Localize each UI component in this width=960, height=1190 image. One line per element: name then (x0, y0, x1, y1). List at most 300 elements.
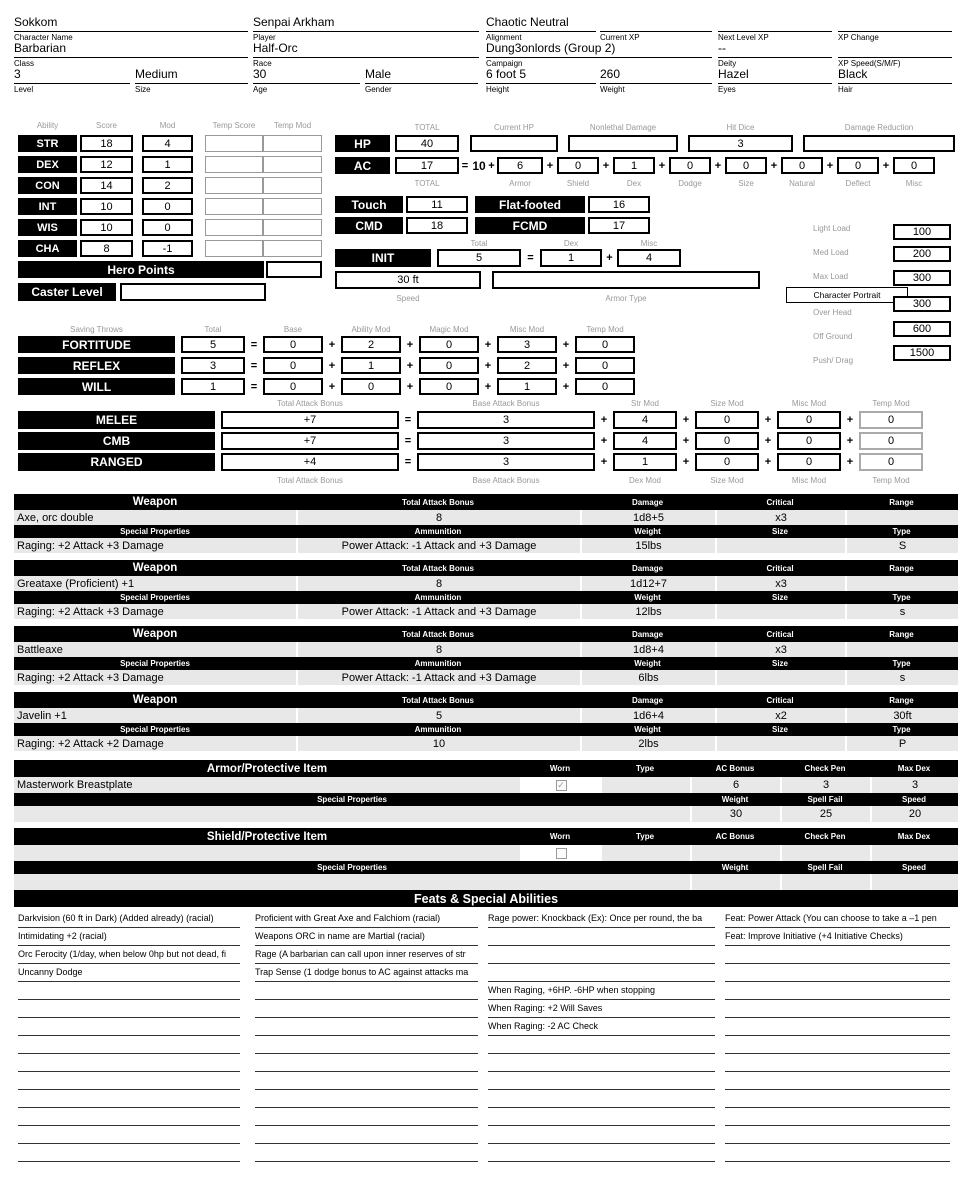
feat-line[interactable]: Proficient with Great Axe and Falchiom (racial) (255, 910, 478, 928)
size-input[interactable]: Medium (135, 66, 248, 84)
campaign-input[interactable]: Dung3onlords (Group 2) (486, 40, 712, 58)
ac-base-value: 10 (472, 158, 486, 173)
weapon-type-cell[interactable]: s (845, 670, 958, 685)
field-current-xp (600, 14, 712, 42)
ac-plus-3: + (658, 159, 666, 172)
feat-line[interactable] (725, 1000, 950, 1018)
ac-size-label: Size (738, 178, 754, 188)
shield-header (14, 828, 958, 845)
armor-title: Armor/Protective Item (206, 762, 328, 775)
player-label: Player (253, 33, 276, 42)
ranged-dex-box[interactable]: 1 (613, 453, 677, 471)
feat-line[interactable] (18, 1144, 240, 1162)
hp-total-label: TOTAL (414, 122, 440, 132)
cha-mod-box[interactable]: -1 (142, 240, 193, 257)
weapon-size-cell[interactable] (715, 604, 845, 619)
feat-line[interactable]: Weapons ORC in name are Martial (racial) (255, 928, 478, 946)
weapon-tab-cell[interactable]: 8 (296, 576, 580, 591)
feat-line[interactable] (18, 1018, 240, 1036)
feat-line[interactable] (488, 1126, 715, 1144)
melee-plus-2: + (682, 414, 690, 426)
weapon-row-2 (14, 604, 958, 619)
fcmd-box[interactable]: 17 (588, 217, 650, 234)
reflex-misc-box[interactable]: 2 (497, 357, 557, 374)
armor-type-box[interactable] (492, 271, 760, 289)
weapon-range-col-label: Range (889, 497, 914, 507)
cha-temp-mod-box[interactable] (263, 240, 322, 257)
current-hp-label: Current HP (493, 122, 534, 132)
feat-line[interactable] (255, 982, 478, 1000)
push-drag-box[interactable]: 1500 (893, 345, 951, 361)
hp-total-box[interactable]: 40 (395, 135, 459, 152)
int-temp-mod-box[interactable] (263, 198, 322, 215)
weapon-name-cell[interactable]: Javelin +1 (17, 709, 67, 722)
cmb-bar: CMB (18, 432, 215, 450)
weapon-special-cell[interactable]: Raging: +2 Attack +3 Damage (17, 605, 164, 618)
caster-level-box[interactable] (120, 283, 266, 301)
armor-weight-cell[interactable]: 30 (690, 806, 780, 822)
reflex-temp-box[interactable]: 0 (575, 357, 635, 374)
weapon-special-cell[interactable]: Raging: +2 Attack +3 Damage (17, 671, 164, 684)
cmb-size-box[interactable]: 0 (695, 432, 759, 450)
field-campaign (486, 40, 712, 68)
feat-line[interactable] (725, 1054, 950, 1072)
init-dex-box[interactable]: 1 (540, 249, 602, 267)
con-mod-box[interactable]: 2 (142, 177, 193, 194)
weapon-critical-cell[interactable]: x3 (715, 642, 845, 657)
feat-line[interactable] (18, 1036, 240, 1054)
con-temp-mod-box[interactable] (263, 177, 322, 194)
ac-shield-box[interactable]: 0 (557, 157, 599, 174)
ac-deflect-box[interactable]: 0 (837, 157, 879, 174)
will-temp-box[interactable]: 0 (575, 378, 635, 395)
next-level-xp-input[interactable] (718, 14, 832, 32)
wis-temp-score-box[interactable] (205, 219, 263, 236)
melee-bab-box[interactable]: 3 (417, 411, 595, 429)
current-xp-input[interactable] (600, 14, 712, 32)
will-magic-box[interactable]: 0 (419, 378, 479, 395)
shield-spell-fail-cell[interactable] (780, 874, 870, 890)
character-name-input[interactable]: Sokkom (14, 14, 248, 32)
feat-line[interactable] (255, 1144, 478, 1162)
cha-score-box[interactable]: 8 (80, 240, 133, 257)
armor-speed-cell[interactable]: 20 (870, 806, 958, 822)
ability-name-dex: DEX (18, 156, 77, 173)
med-load-box[interactable]: 200 (893, 246, 951, 262)
ranged-total-box[interactable]: +4 (221, 453, 399, 471)
weapon-ammo-cell[interactable]: Power Attack: -1 Attack and +3 Damage (296, 604, 580, 619)
weapon-size-cell[interactable] (715, 670, 845, 685)
ac-plus-4: + (714, 159, 722, 172)
weapon-row-2 (14, 538, 958, 553)
weight-input[interactable]: 260 (600, 66, 712, 84)
weapon-tab-cell[interactable]: 8 (296, 642, 580, 657)
feat-line[interactable]: Rage (A barbarian can call upon inner reserves of str (255, 946, 478, 964)
height-input[interactable]: 6 foot 5 (486, 66, 596, 84)
armor-max-dex-cell[interactable]: 3 (870, 777, 958, 793)
fortitude-equals: = (250, 338, 258, 351)
weapon-type-col-label: Type (892, 725, 911, 734)
campaign-label: Campaign (486, 59, 523, 68)
fortitude-base-box[interactable]: 0 (263, 336, 323, 353)
player-input[interactable]: Senpai Arkham (253, 14, 479, 32)
armor-worn-checkbox[interactable] (556, 780, 567, 791)
weapon-range-cell[interactable] (845, 576, 958, 591)
feat-line[interactable] (488, 1072, 715, 1090)
shield-worn-checkbox[interactable] (556, 848, 567, 859)
touch-box[interactable]: 11 (406, 196, 468, 213)
fortitude-misc-box[interactable]: 3 (497, 336, 557, 353)
cmb-misc-box[interactable]: 0 (777, 432, 841, 450)
xp-speed-input[interactable] (838, 40, 952, 58)
melee-temp-box[interactable]: 0 (859, 411, 923, 429)
dex-mod-box[interactable]: 1 (142, 156, 193, 173)
feat-line[interactable] (18, 1108, 240, 1126)
feat-line[interactable] (488, 964, 715, 982)
field-size (135, 66, 248, 94)
fortitude-ability-box[interactable]: 2 (341, 336, 401, 353)
feat-line[interactable] (255, 1072, 478, 1090)
feat-line[interactable] (725, 1108, 950, 1126)
temp-mod-col-label: Temp Mod (273, 120, 312, 130)
eyes-input[interactable]: Hazel (718, 66, 832, 84)
push-drag-label: Push/ Drag (813, 356, 854, 365)
ac-dex-box[interactable]: 1 (613, 157, 655, 174)
feat-line[interactable] (18, 1054, 240, 1072)
feat-line[interactable] (725, 946, 950, 964)
weapon-name-cell[interactable]: Axe, orc double (17, 511, 94, 524)
shield-max-dex-cell[interactable] (870, 845, 958, 861)
weapon-size-cell[interactable] (715, 538, 845, 553)
race-input[interactable]: Half-Orc (253, 40, 479, 58)
feat-line[interactable] (725, 1018, 950, 1036)
weapon-special-cell[interactable]: Raging: +2 Attack +3 Damage (17, 539, 164, 552)
weapon-type-cell[interactable]: S (845, 538, 958, 553)
feat-line[interactable] (255, 1000, 478, 1018)
feat-line[interactable]: Feat: Improve Initiative (+4 Initiative Checks) (725, 928, 950, 946)
feat-line[interactable] (725, 964, 950, 982)
class-input[interactable]: Barbarian (14, 40, 248, 58)
ranged-equals: = (404, 456, 412, 468)
field-gender (365, 66, 478, 94)
weapon-range-col-label: Range (889, 629, 914, 639)
feat-line[interactable] (488, 1036, 715, 1054)
weapon-damage-cell[interactable]: 1d12+7 (580, 576, 715, 591)
cmb-bab-box[interactable]: 3 (417, 432, 595, 450)
cmb-equals: = (404, 435, 412, 447)
shield-name-cell[interactable] (14, 845, 520, 861)
off-ground-box[interactable]: 600 (893, 321, 951, 337)
feat-line[interactable] (18, 1090, 240, 1108)
wis-score-box[interactable]: 10 (80, 219, 133, 236)
saves-temp-mod-label: Temp Mod (586, 324, 624, 334)
weapon-type-cell[interactable]: s (845, 604, 958, 619)
weapon-damage-cell[interactable]: 1d8+5 (580, 510, 715, 525)
feat-line[interactable] (255, 1054, 478, 1072)
nonlethal-damage-box[interactable] (568, 135, 678, 152)
melee-misc-box[interactable]: 0 (777, 411, 841, 429)
feat-line[interactable] (18, 982, 240, 1000)
armor-spell-fail-cell[interactable]: 25 (780, 806, 870, 822)
hit-dice-box[interactable]: 3 (688, 135, 793, 152)
weapon-damage-cell[interactable]: 1d8+4 (580, 642, 715, 657)
weapon-critical-cell[interactable]: x2 (715, 708, 845, 723)
weapon-col-label: Weapon (132, 694, 178, 706)
reflex-magic-box[interactable]: 0 (419, 357, 479, 374)
shield-worn-cell (520, 845, 600, 861)
weapon-type-col-label: Type (892, 593, 911, 602)
character-name-label: Character Name (14, 33, 73, 42)
shield-speed-cell[interactable] (870, 874, 958, 890)
melee-size-box[interactable]: 0 (695, 411, 759, 429)
str-temp-score-box[interactable] (205, 135, 263, 152)
con-score-box[interactable]: 14 (80, 177, 133, 194)
shield-special-col-label: Special Properties (317, 863, 387, 872)
feat-line[interactable]: Uncanny Dodge (18, 964, 240, 982)
feat-line[interactable] (255, 1018, 478, 1036)
feat-line[interactable] (18, 1126, 240, 1144)
xp-change-input[interactable] (838, 14, 952, 32)
shield-check-pen-cell[interactable] (780, 845, 870, 861)
weapon-special-col-label: Special Properties (120, 593, 190, 602)
feat-line[interactable] (18, 1000, 240, 1018)
armor-check-pen-cell[interactable]: 3 (780, 777, 870, 793)
armor-type-cell[interactable] (600, 777, 690, 793)
init-plus: + (606, 252, 613, 264)
next-level-xp-label: Next Level XP (718, 33, 769, 42)
feat-line[interactable] (725, 1126, 950, 1144)
ac-natural-box[interactable]: 0 (781, 157, 823, 174)
weapon-weight-cell[interactable]: 15lbs (580, 538, 715, 553)
armor-special-cell[interactable] (14, 806, 690, 822)
feat-line[interactable] (725, 1144, 950, 1162)
weapon-range-cell[interactable] (845, 642, 958, 657)
feat-line[interactable] (488, 1144, 715, 1162)
feat-line[interactable] (488, 946, 715, 964)
str-score-box[interactable]: 18 (80, 135, 133, 152)
cmb-str-box[interactable]: 4 (613, 432, 677, 450)
weapon-critical-cell[interactable]: x3 (715, 510, 845, 525)
feat-line[interactable]: Trap Sense (1 dodge bonus to AC against attacks ma (255, 964, 478, 982)
armor-type-label: Armor Type (605, 293, 647, 303)
weapon-critical-cell[interactable]: x3 (715, 576, 845, 591)
hero-points-box[interactable] (266, 261, 322, 278)
shield-type-cell[interactable] (600, 845, 690, 861)
init-total-box[interactable]: 5 (437, 249, 521, 267)
feat-line[interactable] (488, 1108, 715, 1126)
feat-line[interactable]: Darkvision (60 ft in Dark) (Added already) (racial) (18, 910, 240, 928)
gender-input[interactable]: Male (365, 66, 478, 84)
feat-line[interactable]: Feat: Power Attack (You can choose to take a –1 pen (725, 910, 950, 928)
deity-input[interactable]: -- (718, 40, 832, 58)
age-input[interactable]: 30 (253, 66, 360, 84)
current-hp-box[interactable] (470, 135, 558, 152)
ac-misc-box[interactable]: 0 (893, 157, 935, 174)
ranged-plus-3: + (764, 456, 772, 468)
weapon-tab-cell[interactable]: 5 (296, 708, 580, 723)
cmd-box[interactable]: 18 (406, 217, 468, 234)
wis-temp-mod-box[interactable] (263, 219, 322, 236)
ac-total-box[interactable]: 17 (395, 157, 459, 174)
init-bar: INIT (335, 249, 431, 267)
cmb-temp-box[interactable]: 0 (859, 432, 923, 450)
armor-name-cell[interactable]: Masterwork Breastplate (17, 779, 133, 791)
cha-temp-score-box[interactable] (205, 240, 263, 257)
level-input[interactable]: 3 (14, 66, 130, 84)
feat-line[interactable] (255, 1090, 478, 1108)
weapon-size-col-label: Size (771, 725, 788, 734)
weapon-weight-cell[interactable]: 6lbs (580, 670, 715, 685)
armor-worn-checkmark: ✓ (557, 779, 565, 790)
str-temp-mod-box[interactable] (263, 135, 322, 152)
height-label: Height (486, 85, 510, 94)
ac-armor-box[interactable]: 6 (497, 157, 543, 174)
over-head-box[interactable]: 300 (893, 296, 951, 312)
deity-label: Deity (718, 59, 737, 68)
reflex-ability-box[interactable]: 1 (341, 357, 401, 374)
damage-reduction-box[interactable] (803, 135, 955, 152)
will-total-box[interactable]: 1 (181, 378, 245, 395)
ranged-temp-box[interactable]: 0 (859, 453, 923, 471)
speed-box[interactable]: 30 ft (335, 271, 481, 289)
ac-armor-label: Armor (509, 178, 531, 188)
melee-total-box[interactable]: +7 (221, 411, 399, 429)
alignment-input[interactable]: Chaotic Neutral (486, 14, 596, 32)
ac-dodge-box[interactable]: 0 (669, 157, 711, 174)
int-mod-box[interactable]: 0 (142, 198, 193, 215)
max-load-box[interactable]: 300 (893, 270, 951, 286)
init-misc-box[interactable]: 4 (617, 249, 681, 267)
ranged-bab-box[interactable]: 3 (417, 453, 595, 471)
light-load-box[interactable]: 100 (893, 224, 951, 240)
field-age (253, 66, 360, 94)
weapon-ammo-cell[interactable]: 10 (296, 736, 580, 751)
armor-type-col-label: Type (635, 764, 655, 773)
weapon-weight-cell[interactable]: 2lbs (580, 736, 715, 751)
feat-line[interactable] (725, 1036, 950, 1054)
weapon-block-1 (14, 494, 958, 553)
weapon-tab-cell[interactable]: 8 (296, 510, 580, 525)
feat-line[interactable] (488, 928, 715, 946)
attacks-tab-top-label: Total Attack Bonus (277, 398, 343, 408)
field-class (14, 40, 248, 68)
weapon-size-cell[interactable] (715, 736, 845, 751)
feat-line[interactable] (488, 1054, 715, 1072)
shield-worn-col-label: Worn (549, 832, 571, 841)
ranged-size-box[interactable]: 0 (695, 453, 759, 471)
dex-score-box[interactable]: 12 (80, 156, 133, 173)
feat-line[interactable]: Rage power: Knockback (Ex): Once per round, the ba (488, 910, 715, 928)
flat-footed-box[interactable]: 16 (588, 196, 650, 213)
reflex-total-box[interactable]: 3 (181, 357, 245, 374)
hair-input[interactable]: Black (838, 66, 952, 84)
dex-temp-score-box[interactable] (205, 156, 263, 173)
feat-line[interactable] (18, 1072, 240, 1090)
weapon-range-cell[interactable]: 30ft (845, 708, 958, 723)
wis-mod-box[interactable]: 0 (142, 219, 193, 236)
weapon-name-cell[interactable]: Battleaxe (17, 643, 63, 656)
reflex-base-box[interactable]: 0 (263, 357, 323, 374)
feat-line[interactable] (725, 1090, 950, 1108)
attacks-size-mod-bottom-label: Size Mod (710, 475, 744, 485)
feat-line[interactable]: Orc Ferocity (1/day, when below 0hp but not dead, fi (18, 946, 240, 964)
feat-line[interactable] (725, 1072, 950, 1090)
weapon-col-label: Weapon (132, 562, 178, 574)
feat-line[interactable]: When Raging: -2 AC Check (488, 1018, 715, 1036)
will-ability-box[interactable]: 0 (341, 378, 401, 395)
shield-weight-cell[interactable] (690, 874, 780, 890)
over-head-label: Over Head (813, 308, 852, 317)
will-misc-box[interactable]: 1 (497, 378, 557, 395)
cmb-total-box[interactable]: +7 (221, 432, 399, 450)
field-eyes (718, 66, 832, 94)
dex-temp-mod-box[interactable] (263, 156, 322, 173)
feat-line[interactable] (255, 1036, 478, 1054)
shield-ac-bonus-cell[interactable] (690, 845, 780, 861)
armor-ac-bonus-cell[interactable]: 6 (690, 777, 780, 793)
fortitude-temp-box[interactable]: 0 (575, 336, 635, 353)
armor-worn-col-label: Worn (549, 764, 571, 773)
feat-line[interactable] (725, 982, 950, 1000)
weapon-type-col-label: Type (892, 659, 911, 668)
weapon-special-cell[interactable]: Raging: +2 Attack +2 Damage (17, 737, 164, 750)
weapon-damage-col-label: Damage (631, 695, 664, 705)
weapon-weight-cell[interactable]: 12lbs (580, 604, 715, 619)
fortitude-total-box[interactable]: 5 (181, 336, 245, 353)
feat-line[interactable]: When Raging: +2 Will Saves (488, 1000, 715, 1018)
feat-line[interactable] (255, 1108, 478, 1126)
feat-line[interactable]: When Raging, +6HP. -6HP when stopping (488, 982, 715, 1000)
melee-str-box[interactable]: 4 (613, 411, 677, 429)
str-mod-box[interactable]: 4 (142, 135, 193, 152)
weapon-type-cell[interactable]: P (845, 736, 958, 751)
weapon-tab-col-label: Total Attack Bonus (401, 497, 474, 507)
weapon-special-col-label: Special Properties (120, 659, 190, 668)
armor-special-col-label: Special Properties (317, 795, 387, 804)
weapon-row (14, 642, 958, 657)
weapon-name-cell[interactable]: Greataxe (Proficient) +1 (17, 577, 135, 590)
weapon-ammo-cell[interactable]: Power Attack: -1 Attack and +3 Damage (296, 538, 580, 553)
ac-equals: = (461, 159, 469, 172)
fortitude-magic-box[interactable]: 0 (419, 336, 479, 353)
shield-special-cell[interactable] (14, 874, 690, 890)
weapon-row-2 (14, 736, 958, 751)
field-xp-speed (838, 40, 952, 68)
ability-name-str: STR (18, 135, 77, 152)
weapon-damage-cell[interactable]: 1d6+4 (580, 708, 715, 723)
int-score-box[interactable]: 10 (80, 198, 133, 215)
int-temp-score-box[interactable] (205, 198, 263, 215)
will-base-box[interactable]: 0 (263, 378, 323, 395)
feat-line[interactable] (488, 1090, 715, 1108)
weapon-special-col-label: Special Properties (120, 725, 190, 734)
character-portrait-button[interactable]: Character Portrait (786, 287, 908, 303)
feat-line[interactable]: Intimidating +2 (racial) (18, 928, 240, 946)
melee-plus-3: + (764, 414, 772, 426)
ac-size-box[interactable]: 0 (725, 157, 767, 174)
con-temp-score-box[interactable] (205, 177, 263, 194)
weapon-row (14, 576, 958, 591)
ranged-misc-box[interactable]: 0 (777, 453, 841, 471)
class-label: Class (14, 59, 35, 68)
will-bar: WILL (18, 378, 175, 395)
weapon-range-cell[interactable] (845, 510, 958, 525)
armor-weight-col-label: Weight (721, 795, 749, 804)
field-weight (600, 66, 712, 94)
weapon-ammo-cell[interactable]: Power Attack: -1 Attack and +3 Damage (296, 670, 580, 685)
feat-line[interactable] (255, 1126, 478, 1144)
weapon-header (14, 692, 958, 708)
